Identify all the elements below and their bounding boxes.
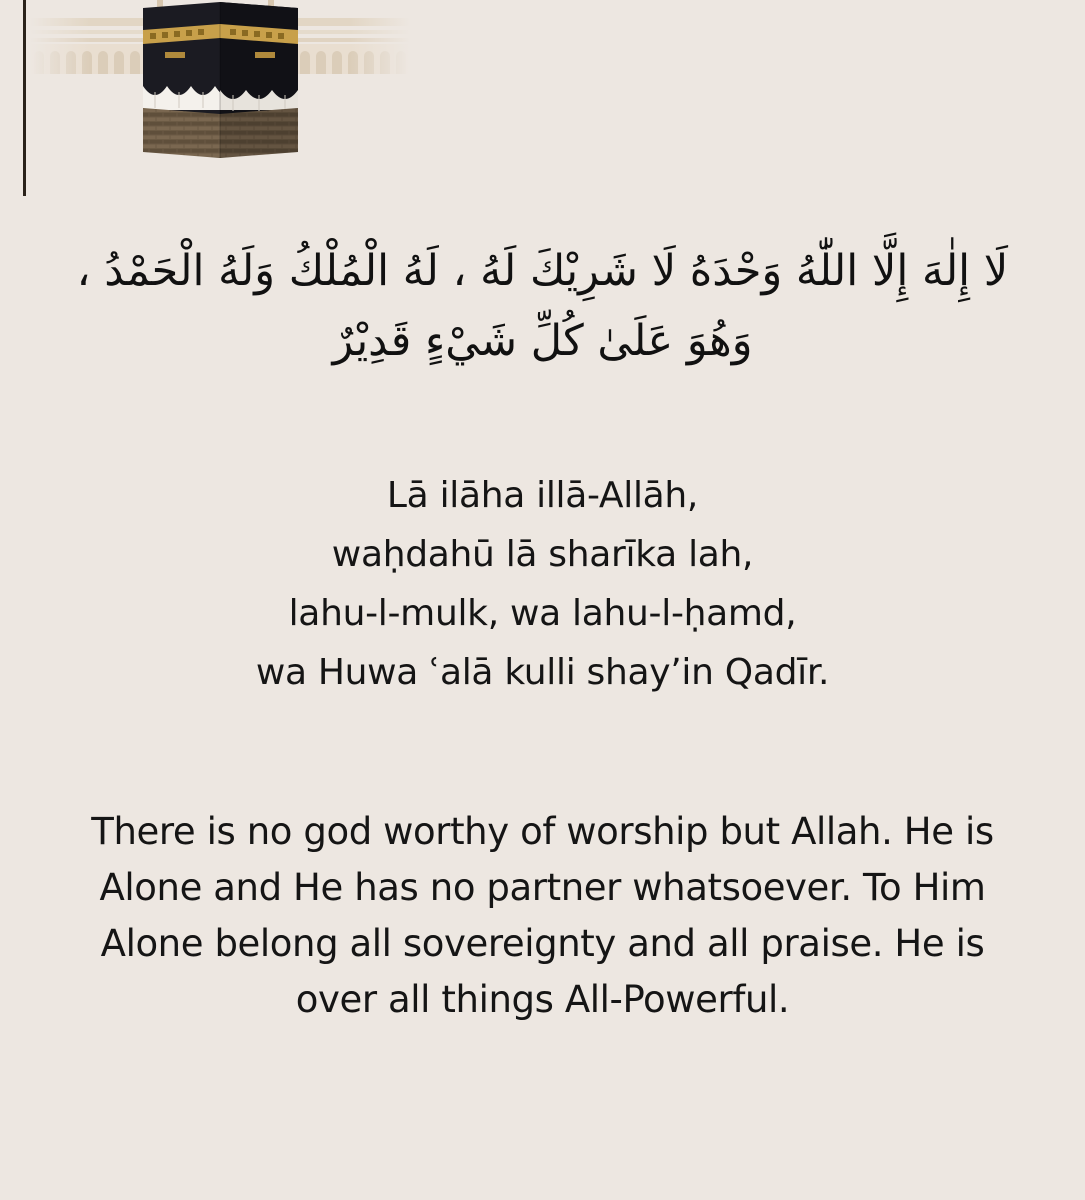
transliteration-block — [0, 466, 1085, 702]
kaaba-structure — [143, 2, 298, 158]
vertical-divider-line — [23, 0, 26, 196]
transliteration-line: Lā ilāha illā-Allāh, — [386, 475, 699, 516]
kaaba-icon — [30, 0, 410, 160]
transliteration-line: lahu-l-mulk, wa lahu-l-ḥamd, — [288, 593, 797, 634]
transliteration-line: wa Huwa ʿalā kulli shay’in Qadīr. — [255, 652, 830, 693]
arabic-dhikr-text: لَا إِلٰهَ إِلَّا اللّٰهُ وَحْدَهُ لَا شَرِيْكَ لَهُ ، لَهُ الْمُلْكُ وَلَهُ الْحَمْدُ ، وَهُوَ عَلَىٰ كُلِّ شَيْءٍ قَدِيْرٌ — [76, 246, 1009, 366]
english-translation: There is no god worthy of worship but Allah. He is Alone and He has no partner whatsoever. To Him Alone belong all sovereignty and all praise. He is over all things All-Powerful. — [91, 810, 994, 1021]
transliteration-line: waḥdahū lā sharīka lah, — [331, 534, 754, 575]
